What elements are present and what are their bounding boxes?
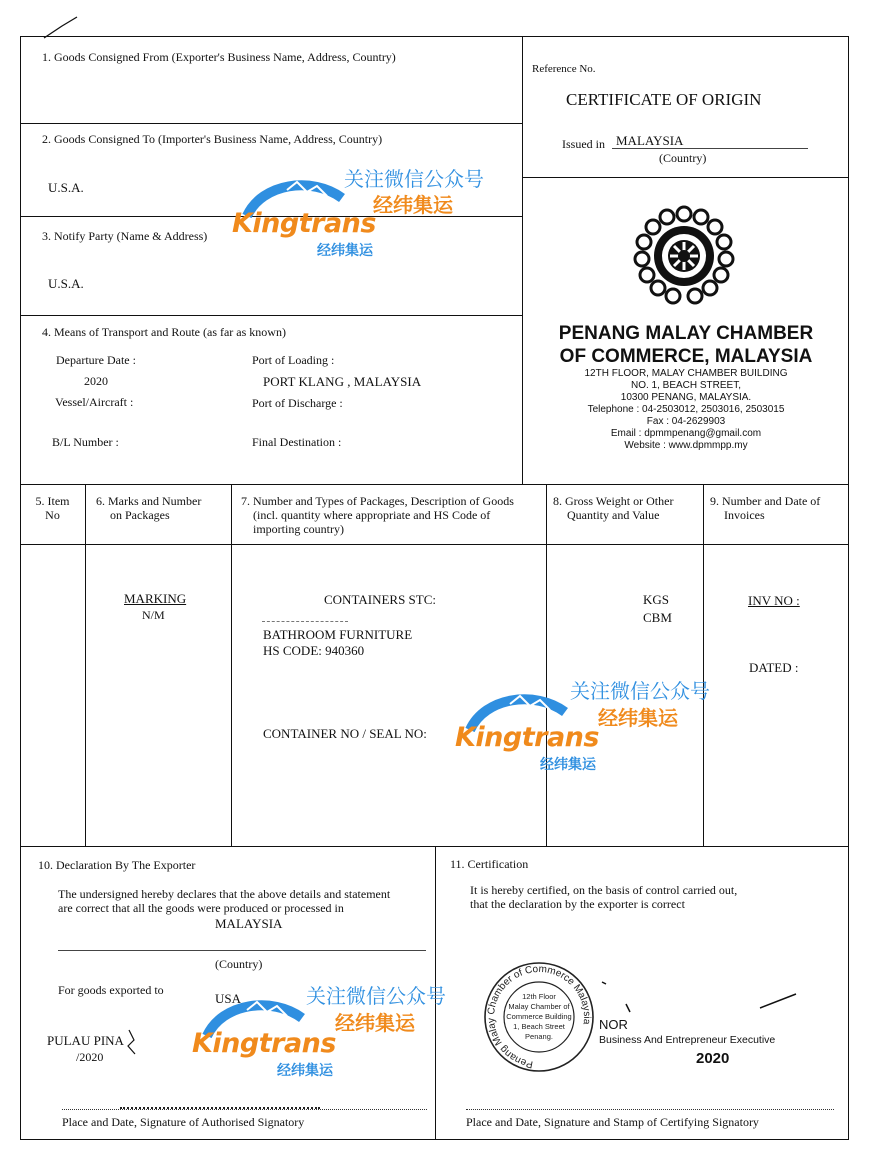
redacted-line <box>262 621 348 622</box>
box1-label: 1. Goods Consigned From (Exporter's Business Name, Address, Country) <box>42 50 396 64</box>
vessel-label: Vessel/Aircraft : <box>55 395 134 409</box>
chamber-name-line1: PENANG MALAY CHAMBER <box>558 323 814 344</box>
divider <box>546 484 547 846</box>
box3-value: U.S.A. <box>48 276 84 291</box>
chamber-stamp-icon <box>480 962 598 1074</box>
header-invoice <box>710 494 820 522</box>
exported-to-label: For goods exported to <box>58 983 164 997</box>
inv-no-text: INV NO : <box>748 593 800 608</box>
bl-label: B/L Number : <box>52 435 119 449</box>
marking-text: MARKING <box>124 591 187 606</box>
goods-text: BATHROOM FURNITURE <box>263 627 413 642</box>
chamber-address-1: 12TH FLOOR, MALAY CHAMBER BUILDING <box>584 368 788 379</box>
hs-code-text: HS CODE: 940360 <box>263 643 365 658</box>
container-no-text: CONTAINER NO / SEAL NO: <box>263 726 427 741</box>
stamp-line2: Malay Chamber of <box>508 1002 570 1011</box>
header-item <box>20 494 85 522</box>
nm-text: N/M <box>142 608 165 622</box>
date-text: /2020 <box>76 1050 104 1064</box>
box10-footer: Place and Date, Signature of Authorised Signatory <box>62 1115 305 1129</box>
stamp-line1: 12th Floor <box>522 992 556 1001</box>
issued-underline <box>612 148 808 149</box>
signature-line <box>62 1109 427 1110</box>
certification-year: 2020 <box>696 1050 730 1067</box>
port-discharge-label: Port of Discharge : <box>252 396 343 410</box>
watermark-brand-sub: 经纬集运 <box>277 1063 333 1079</box>
signature-mark <box>126 1028 140 1058</box>
declaration-line1: The undersigned hereby declares that the above details and statement <box>58 887 391 901</box>
header-weight-line: Quantity and Value <box>567 508 660 522</box>
divider <box>85 484 86 846</box>
watermark-brand: Kingtrans <box>455 722 599 753</box>
header-description <box>241 494 514 536</box>
header-weight-line: 8. Gross Weight or Other <box>553 494 674 508</box>
chamber-name-line2: OF COMMERCE, MALAYSIA <box>559 346 813 367</box>
certification-line2: that the declaration by the exporter is correct <box>470 897 685 911</box>
divider <box>231 484 232 846</box>
watermark-cn-top: 关注微信公众号 <box>306 984 446 1008</box>
chamber-address-2: NO. 1, BEACH STREET, <box>630 380 742 391</box>
box3-label: 3. Notify Party (Name & Address) <box>42 229 208 243</box>
watermark-brand-sub: 经纬集运 <box>540 757 596 773</box>
departure-label: Departure Date : <box>56 353 136 367</box>
watermark-brand: Kingtrans <box>192 1028 336 1059</box>
final-destination-label: Final Destination : <box>252 435 342 449</box>
issued-label: Issued in <box>562 137 605 151</box>
certification-signature-line <box>466 1109 834 1110</box>
chamber-fax: Fax : 04-2629903 <box>646 416 726 427</box>
header-weight <box>553 494 673 522</box>
signature-stroke <box>120 1107 320 1109</box>
cbm-text: CBM <box>643 610 672 625</box>
departure-value: 2020 <box>84 374 108 388</box>
box2-label: 2. Goods Consigned To (Importer's Business Name, Address, Country) <box>42 132 383 146</box>
header-item-line: No <box>45 508 60 522</box>
box10-label: 10. Declaration By The Exporter <box>38 858 196 872</box>
header-marks-line: on Packages <box>110 508 170 522</box>
country-label: (Country) <box>659 151 707 165</box>
officer-name: NOR <box>599 1017 628 1032</box>
header-invoice-line: 9. Number and Date of <box>710 494 821 508</box>
watermark-logo <box>192 998 372 1088</box>
divider <box>20 123 522 124</box>
dated-text: DATED : <box>749 660 799 675</box>
divider <box>703 484 704 846</box>
divider <box>20 544 849 545</box>
stamp-ring-text: Penang Malay Chamber of Commerce Malaysia <box>486 963 593 1070</box>
officer-title: Business And Entrepreneur Executive <box>599 1034 776 1046</box>
header-desc-line: 7. Number and Types of Packages, Description of Goods <box>241 494 514 508</box>
kgs-text: KGS <box>643 592 670 607</box>
officer-signature <box>600 974 800 1018</box>
port-loading-label: Port of Loading : <box>252 353 335 367</box>
box2-value: U.S.A. <box>48 180 84 195</box>
certificate-title: CERTIFICATE OF ORIGIN <box>566 90 762 109</box>
declaration-country: MALAYSIA <box>215 916 283 931</box>
chamber-emblem-icon <box>628 204 740 308</box>
watermark-logo <box>455 692 635 782</box>
header-desc-line: (incl. quantity where appropriate and HS Code of <box>253 508 491 522</box>
watermark-brand: Kingtrans <box>232 208 376 239</box>
header-marks <box>96 494 201 522</box>
reference-label: Reference No. <box>532 63 596 75</box>
watermark-cn-top: 关注微信公众号 <box>344 167 484 191</box>
header-invoice-line: Invoices <box>724 508 765 522</box>
place-text: PULAU PINA <box>47 1033 124 1048</box>
chamber-block <box>523 322 849 452</box>
stamp-line3: Commerce Building <box>506 1012 572 1021</box>
header-desc-line: importing country) <box>253 522 344 536</box>
watermark-cn-mid: 经纬集运 <box>373 193 453 217</box>
header-item-line: 5. Item <box>35 494 70 508</box>
containers-text: CONTAINERS STC: <box>324 592 436 607</box>
chamber-telephone: Telephone : 04-2503012, 2503016, 2503015 <box>587 404 785 415</box>
chamber-website: Website : www.dpmmpp.my <box>624 440 748 451</box>
certification-line1: It is hereby certified, on the basis of control carried out, <box>470 883 738 897</box>
box4-label: 4. Means of Transport and Route (as far as known) <box>42 325 286 339</box>
box11-label: 11. Certification <box>450 857 529 871</box>
divider <box>20 315 522 316</box>
stamp-line5: Penang. <box>525 1032 553 1041</box>
exported-to-value: USA <box>215 991 242 1006</box>
stamp-line4: 1, Beach Street <box>513 1022 565 1031</box>
watermark-logo <box>232 178 412 268</box>
chamber-address-3: 10300 PENANG, MALAYSIA. <box>620 392 752 403</box>
header-marks-line: 6. Marks and Number <box>96 494 202 508</box>
divider <box>522 177 849 178</box>
country-line <box>58 950 426 951</box>
watermark-cn-mid: 经纬集运 <box>598 706 678 730</box>
port-loading-value: PORT KLANG , MALAYSIA <box>263 374 422 389</box>
watermark-brand-sub: 经纬集运 <box>317 243 373 259</box>
chamber-email: Email : dpmmpenang@gmail.com <box>610 428 762 439</box>
watermark-cn-mid: 经纬集运 <box>335 1011 415 1035</box>
issued-value: MALAYSIA <box>616 133 684 148</box>
declaration-line2: are correct that all the goods were produced or processed in <box>58 901 344 915</box>
box11-footer: Place and Date, Signature and Stamp of Certifying Signatory <box>466 1115 759 1129</box>
watermark-cn-top: 关注微信公众号 <box>570 679 710 703</box>
declaration-country-label: (Country) <box>215 957 263 971</box>
divider <box>20 484 849 485</box>
